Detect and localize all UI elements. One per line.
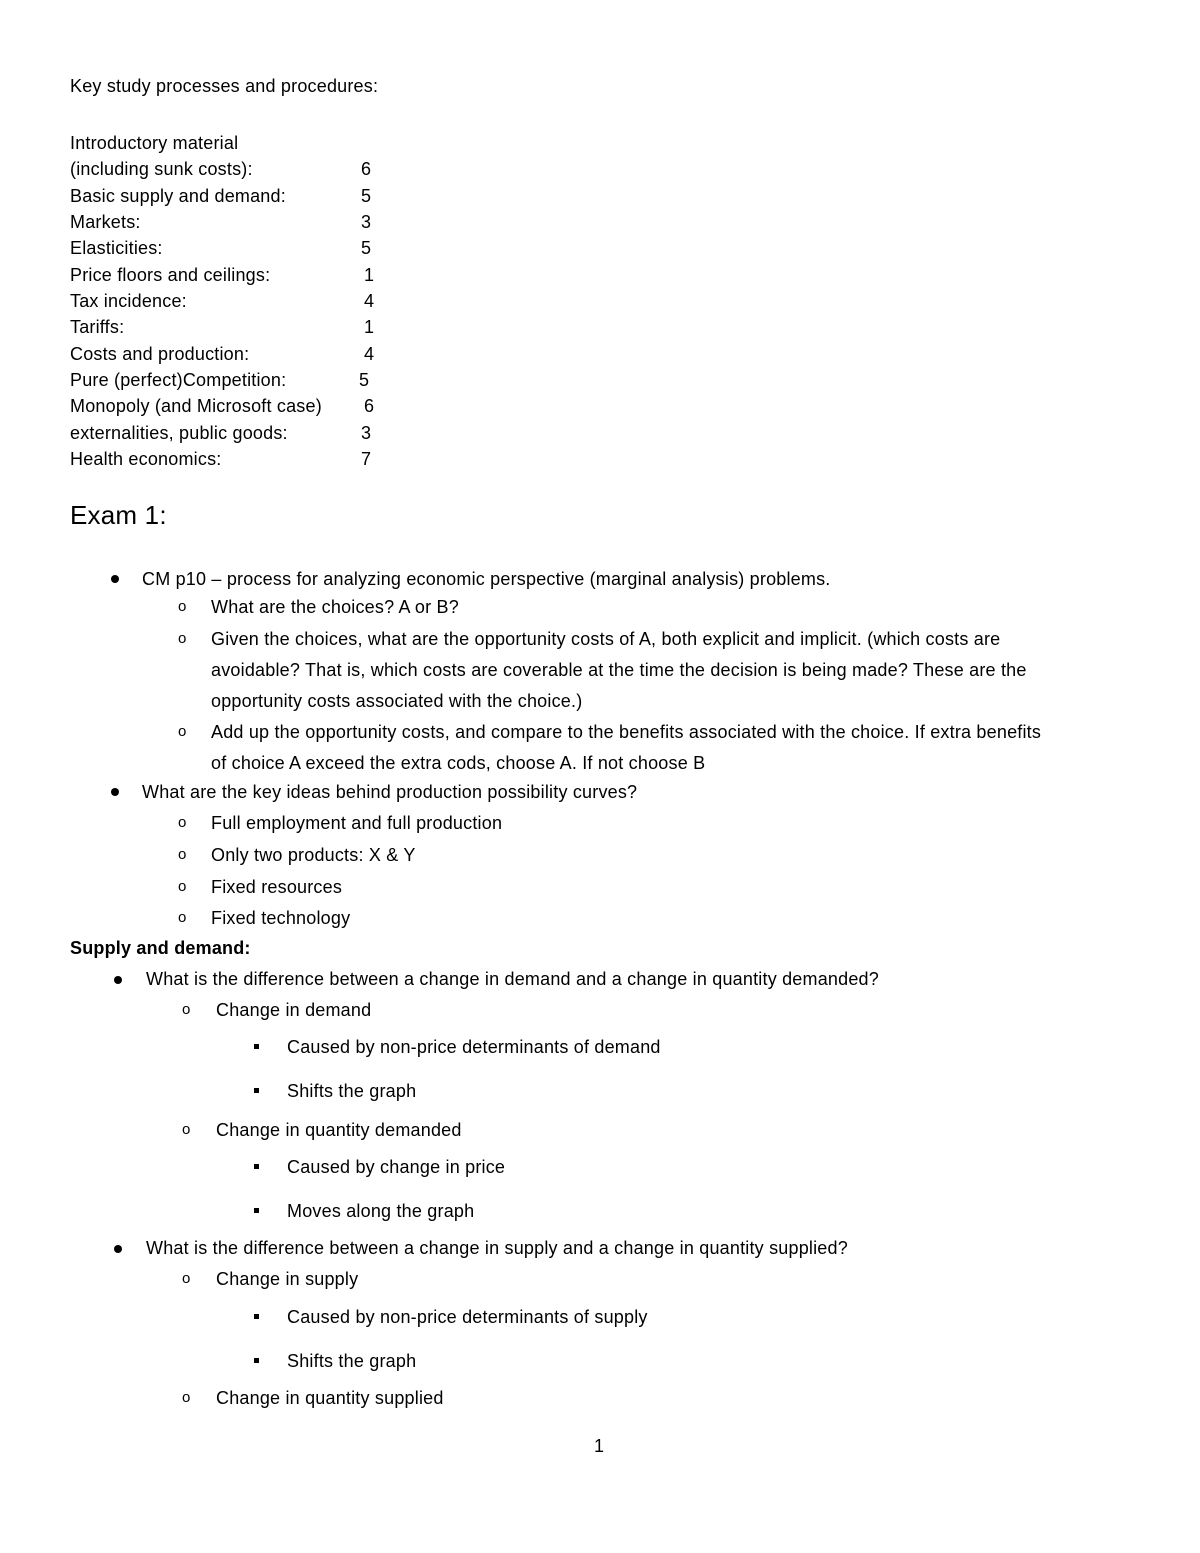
list-item: Only two products: X & Y — [211, 845, 416, 865]
circle-bullet-icon: o — [178, 846, 187, 863]
circle-bullet-icon: o — [178, 909, 187, 926]
topic-count: 4 — [364, 344, 375, 364]
topic-count: 7 — [361, 449, 372, 469]
square-bullet-icon — [254, 1358, 259, 1363]
topic-label: Price floors and ceilings: — [70, 265, 271, 285]
supply-demand-heading: Supply and demand: — [70, 938, 251, 958]
circle-bullet-icon: o — [178, 598, 187, 615]
list-item: Shifts the graph — [287, 1081, 417, 1101]
list-item: What is the difference between a change in supply and a change in quantity supplied? — [146, 1238, 848, 1258]
topic-label: Basic supply and demand: — [70, 186, 286, 206]
circle-bullet-icon: o — [178, 814, 187, 831]
topic-label: Markets: — [70, 212, 141, 232]
list-item: Change in demand — [216, 1000, 372, 1020]
topic-count: 6 — [364, 396, 375, 416]
list-item-continued: avoidable? That is, which costs are coverable at the time the decision is being made? These are the — [211, 660, 1027, 680]
list-item: What are the choices? A or B? — [211, 597, 459, 617]
topic-count: 5 — [361, 186, 372, 206]
circle-bullet-icon: o — [182, 1389, 191, 1406]
square-bullet-icon — [254, 1164, 259, 1169]
circle-bullet-icon: o — [182, 1270, 191, 1287]
list-item: Shifts the graph — [287, 1351, 417, 1371]
list-item: CM p10 – process for analyzing economic perspective (marginal analysis) problems. — [142, 569, 831, 589]
list-item-continued: opportunity costs associated with the choice.) — [211, 691, 583, 711]
list-item: Moves along the graph — [287, 1201, 475, 1221]
list-item: Change in supply — [216, 1269, 359, 1289]
square-bullet-icon — [254, 1044, 259, 1049]
square-bullet-icon — [254, 1314, 259, 1319]
disc-bullet-icon — [114, 976, 122, 984]
list-item: Fixed resources — [211, 877, 343, 897]
circle-bullet-icon: o — [178, 630, 187, 647]
topic-count: 1 — [364, 265, 375, 285]
topic-count: 5 — [359, 370, 370, 390]
list-item: Add up the opportunity costs, and compare to the benefits associated with the choice. If extra benefits — [211, 722, 1042, 742]
intro-title: Key study processes and procedures: — [70, 76, 379, 96]
list-item: Fixed technology — [211, 908, 351, 928]
topic-label: Introductory material — [70, 133, 239, 153]
topic-label: Pure (perfect)Competition: — [70, 370, 287, 390]
topic-label: Health economics: — [70, 449, 222, 469]
topic-count: 4 — [364, 291, 375, 311]
square-bullet-icon — [254, 1088, 259, 1093]
list-item: Change in quantity supplied — [216, 1388, 444, 1408]
topic-label: Elasticities: — [70, 238, 163, 258]
exam-heading: Exam 1: — [70, 500, 167, 530]
list-item: Given the choices, what are the opportunity costs of A, both explicit and implicit. (which costs are — [211, 629, 1001, 649]
list-item: Caused by change in price — [287, 1157, 506, 1177]
topic-label: Monopoly (and Microsoft case) — [70, 396, 322, 416]
list-item: Full employment and full production — [211, 813, 503, 833]
list-item-continued: of choice A exceed the extra cods, choose A. If not choose B — [211, 753, 706, 773]
list-item: Change in quantity demanded — [216, 1120, 462, 1140]
list-item: Caused by non-price determinants of demand — [287, 1037, 661, 1057]
topic-label: Costs and production: — [70, 344, 250, 364]
topic-label: (including sunk costs): — [70, 159, 253, 179]
square-bullet-icon — [254, 1208, 259, 1213]
topic-label: Tariffs: — [70, 317, 125, 337]
disc-bullet-icon — [111, 575, 119, 583]
circle-bullet-icon: o — [182, 1121, 191, 1138]
topic-count: 5 — [361, 238, 372, 258]
topic-count: 3 — [361, 212, 372, 232]
topic-count: 3 — [361, 423, 372, 443]
list-item: What are the key ideas behind production possibility curves? — [142, 782, 638, 802]
circle-bullet-icon: o — [178, 723, 187, 740]
topic-count: 6 — [361, 159, 372, 179]
topic-label: Tax incidence: — [70, 291, 187, 311]
disc-bullet-icon — [111, 788, 119, 796]
disc-bullet-icon — [114, 1245, 122, 1253]
page-number: 1 — [594, 1436, 605, 1456]
circle-bullet-icon: o — [178, 878, 187, 895]
topic-count: 1 — [364, 317, 375, 337]
list-item: What is the difference between a change in demand and a change in quantity demanded? — [146, 969, 879, 989]
circle-bullet-icon: o — [182, 1001, 191, 1018]
topic-label: externalities, public goods: — [70, 423, 288, 443]
list-item: Caused by non-price determinants of supply — [287, 1307, 648, 1327]
